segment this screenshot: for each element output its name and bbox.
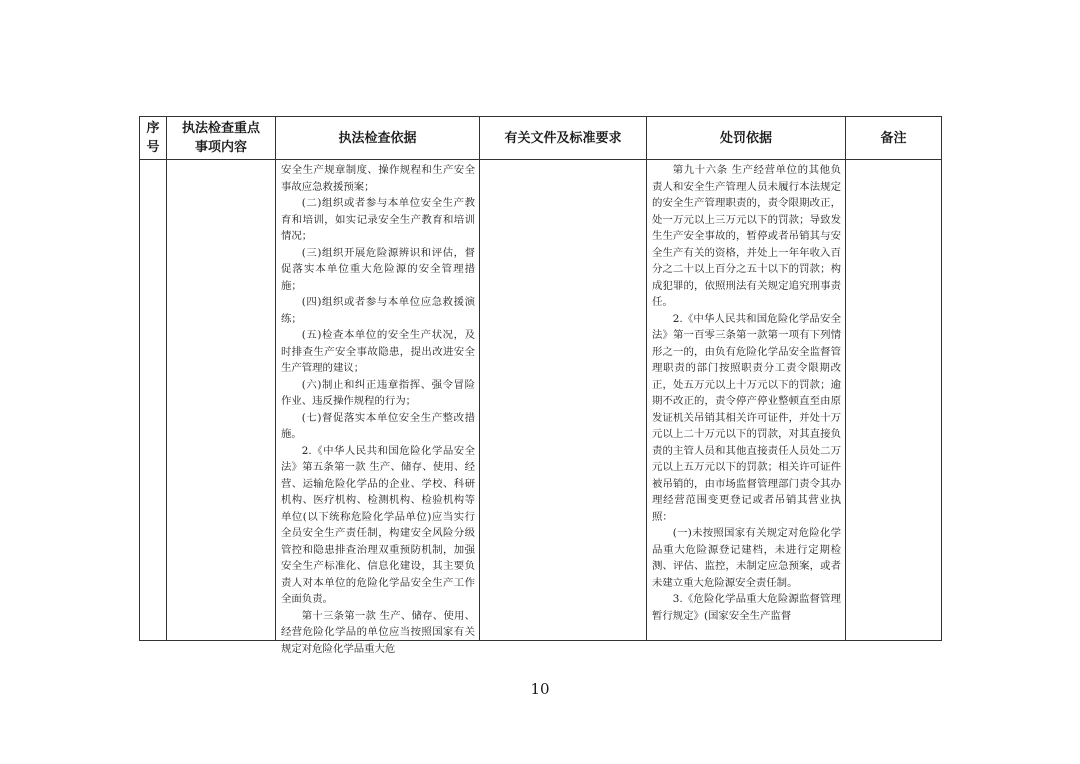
header-docs: 有关文件及标准要求 bbox=[480, 117, 647, 160]
penalty-paragraph: 第九十六条 生产经营单位的其他负责人和安全生产管理人员未履行本法规定的安全生产管理职责的，责令限期改正，处一万元以上三万元以下的罚款；导致发生生产安全事故的，暂停或者吊销其与安全生产有关的资格，并处上一年年收入百分之二十以上百分之五十以下的罚款；构成犯罪的，依照刑法有关规定追究刑事责任。 bbox=[652, 164, 841, 308]
penalty-paragraph: 2.《中华人民共和国危险化学品安全法》第一百零三条第一款第一项有下列情形之一的，由负有危险化学品安全监督管理职责的部门按照职责分工责令限期改正，处五万元以上十万元以下的罚款；逾期不改正的，责令停产停业整顿直至由原发证机关吊销其相关许可证件，并处十万元以上二十万元以下的罚款，对其直接负责的主管人员和其他直接责任人员处二万元以上五万元以下的罚款；相关许可证件被吊销的，由市场监督管理部门责令其办理经营范围变更登记或者吊销其营业执照： bbox=[652, 312, 841, 523]
basis-paragraph: (六)制止和纠正违章指挥、强令冒险作业、违反操作规程的行为； bbox=[281, 378, 475, 407]
penalty-text bbox=[647, 160, 845, 624]
item-cell bbox=[167, 160, 276, 641]
page-number: 10 bbox=[530, 680, 550, 698]
basis-text bbox=[276, 160, 479, 655]
basis-paragraph: 第十三条第一款 生产、储存、使用、经营危险化学品的单位应当按照国家有关规定对危险化学品重大危 bbox=[281, 609, 475, 655]
penalty-paragraph: 3.《危险化学品重大危险源监督管理暂行规定》(国家安全生产监督 bbox=[652, 593, 841, 622]
docs-cell bbox=[480, 160, 647, 641]
basis-paragraph: 安全生产规章制度、操作规程和生产安全事故应急救援预案； bbox=[281, 164, 475, 193]
table-header-row bbox=[140, 117, 942, 160]
header-item: 执法检查重点事项内容 bbox=[167, 117, 276, 160]
seq-cell bbox=[140, 160, 167, 641]
remark-cell bbox=[846, 160, 942, 641]
enforcement-inspection-table bbox=[139, 116, 942, 655]
basis-paragraph: (七)督促落实本单位安全生产整改措施。 bbox=[281, 411, 475, 440]
penalty-paragraph: (一)未按照国家有关规定对危险化学品重大危险源登记建档，未进行定期检测、评估、监控，未制定应急预案，或者未建立重大危险源安全责任制。 bbox=[652, 527, 841, 589]
basis-paragraph: (四)组织或者参与本单位应急救援演练； bbox=[281, 296, 475, 325]
header-remark: 备注 bbox=[846, 117, 942, 160]
basis-paragraph: 2.《中华人民共和国危险化学品安全法》第五条第一款 生产、储存、使用、经营、运输危险化学品的企业、学校、科研机构、医疗机构、检测机构、检验机构等单位(以下统称危险化学品单位)应当实行全员安全生产责任制，构建安全风险分级管控和隐患排查治理双重预防机制，加强安全生产标准化、信息化建设，其主要负责人对本单位的危险化学品安全生产工作全面负责。 bbox=[281, 444, 475, 605]
basis-paragraph: (五)检查本单位的安全生产状况，及时排查生产安全事故隐患，提出改进安全生产管理的建议； bbox=[281, 329, 475, 374]
header-seq: 序号 bbox=[140, 117, 167, 160]
penalty-cell bbox=[647, 160, 846, 641]
basis-paragraph: (二)组织或者参与本单位安全生产教育和培训，如实记录安全生产教育和培训情况； bbox=[281, 197, 475, 242]
basis-paragraph: (三)组织开展危险源辨识和评估，督促落实本单位重大危险源的安全管理措施； bbox=[281, 246, 475, 292]
table-row bbox=[140, 160, 942, 641]
header-basis: 执法检查依据 bbox=[276, 117, 480, 160]
basis-cell bbox=[276, 160, 480, 655]
header-penalty: 处罚依据 bbox=[647, 117, 846, 160]
